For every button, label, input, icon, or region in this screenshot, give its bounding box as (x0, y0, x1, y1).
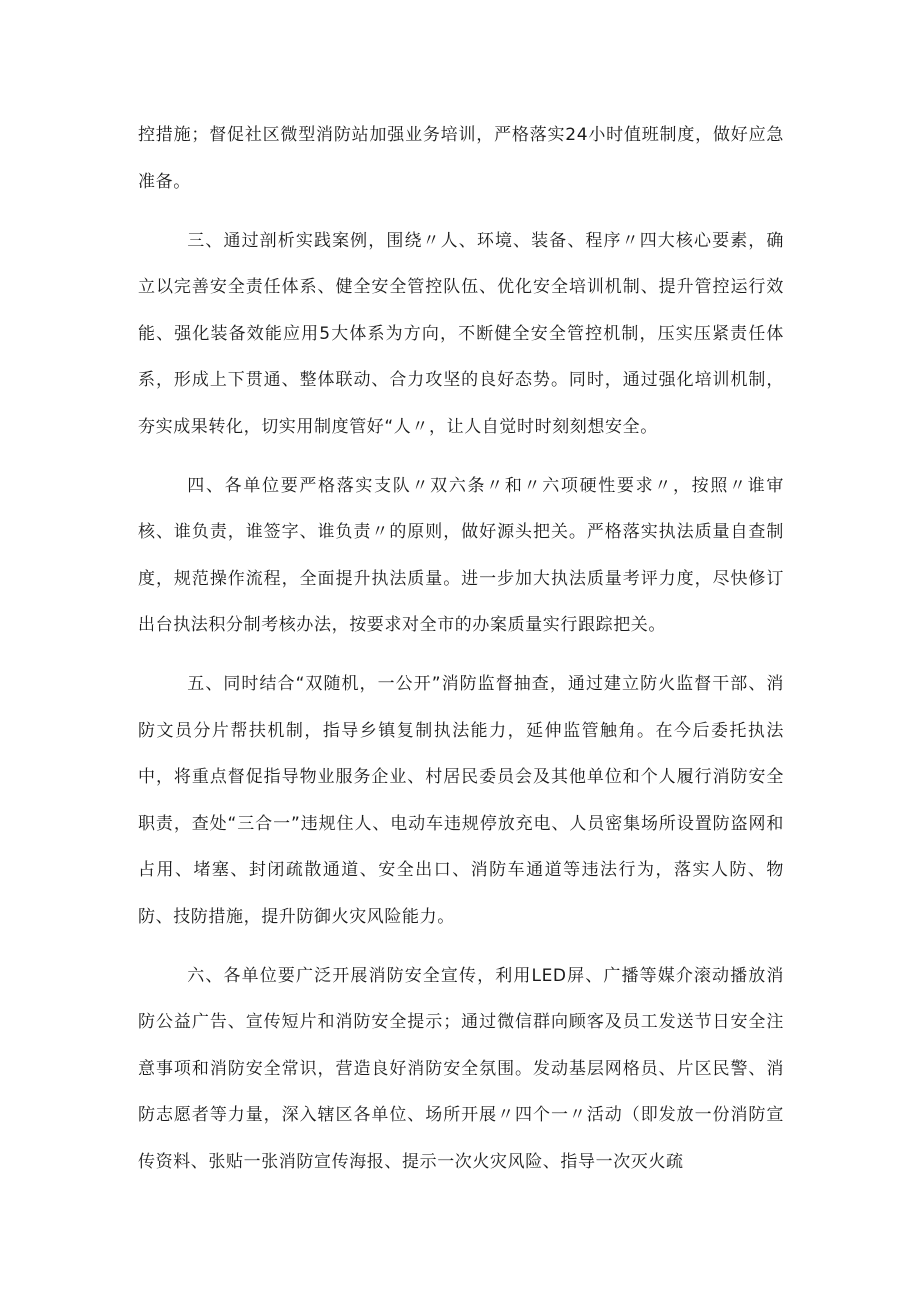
paragraph-continuation: 控措施；督促社区微型消防站加强业务培训，严格落实24小时值班制度，做好应急准备。 (138, 125, 784, 192)
paragraph-section-4: 四、各单位要严格落实支队〃双六条〃和〃六项硬性要求〃，按照〃谁审核、谁负责，谁签字、谁负责〃的原则，做好源头把关。严格落实执法质量自查制度，规范操作流程，全面提升执法质量。进一步加大执法质量考评力度，尽快修订出台执法积分制考核办法，按要求对全市的办案质量实行跟踪把关。 (138, 475, 784, 635)
paragraph-section-6: 六、各单位要广泛开展消防安全宣传，利用LED屏、广播等媒介滚动播放消防公益广告、宣传短片和消防安全提示；通过微信群向顾客及员工发送节日安全注意事项和消防安全常识，营造良好消防安全氛围。发动基层网格员、片区民警、消防志愿者等力量，深入辖区各单位、场所开展〃四个一〃活动（即发放一份消防宣传资料、张贴一张消防宣传海报、提示一次火灾风险、指导一次灭火疏 (138, 965, 784, 1172)
paragraph-section-5: 五、同时结合“双随机，一公开”消防监督抽查，通过建立防火监督干部、消防文员分片帮扶机制，指导乡镇复制执法能力，延伸监管触角。在今后委托执法中，将重点督促指导物业服务企业、村居民委员会及其他单位和个人履行消防安全职责，查处“三合一”违规住人、电动车违规停放充电、人员密集场所设置防盗网和占用、堵塞、封闭疏散通道、安全出口、消防车通道等违法行为，落实人防、物防、技防措施，提升防御火灾风险能力。 (138, 674, 784, 927)
document-body (138, 112, 784, 1198)
paragraph-section-3: 三、通过剖析实践案例，围绕〃人、环境、装备、程序〃四大核心要素，确立以完善安全责任体系、健全安全管控队伍、优化安全培训机制、提升管控运行效能、强化装备效能应用5大体系为方向，不断健全安全管控机制，压实压紧责任体系，形成上下贯通、整体联动、合力攻坚的良好态势。同时，通过强化培训机制，夯实成果转化，切实用制度管好“人〃，让人自觉时时刻刻想安全。 (138, 230, 784, 437)
